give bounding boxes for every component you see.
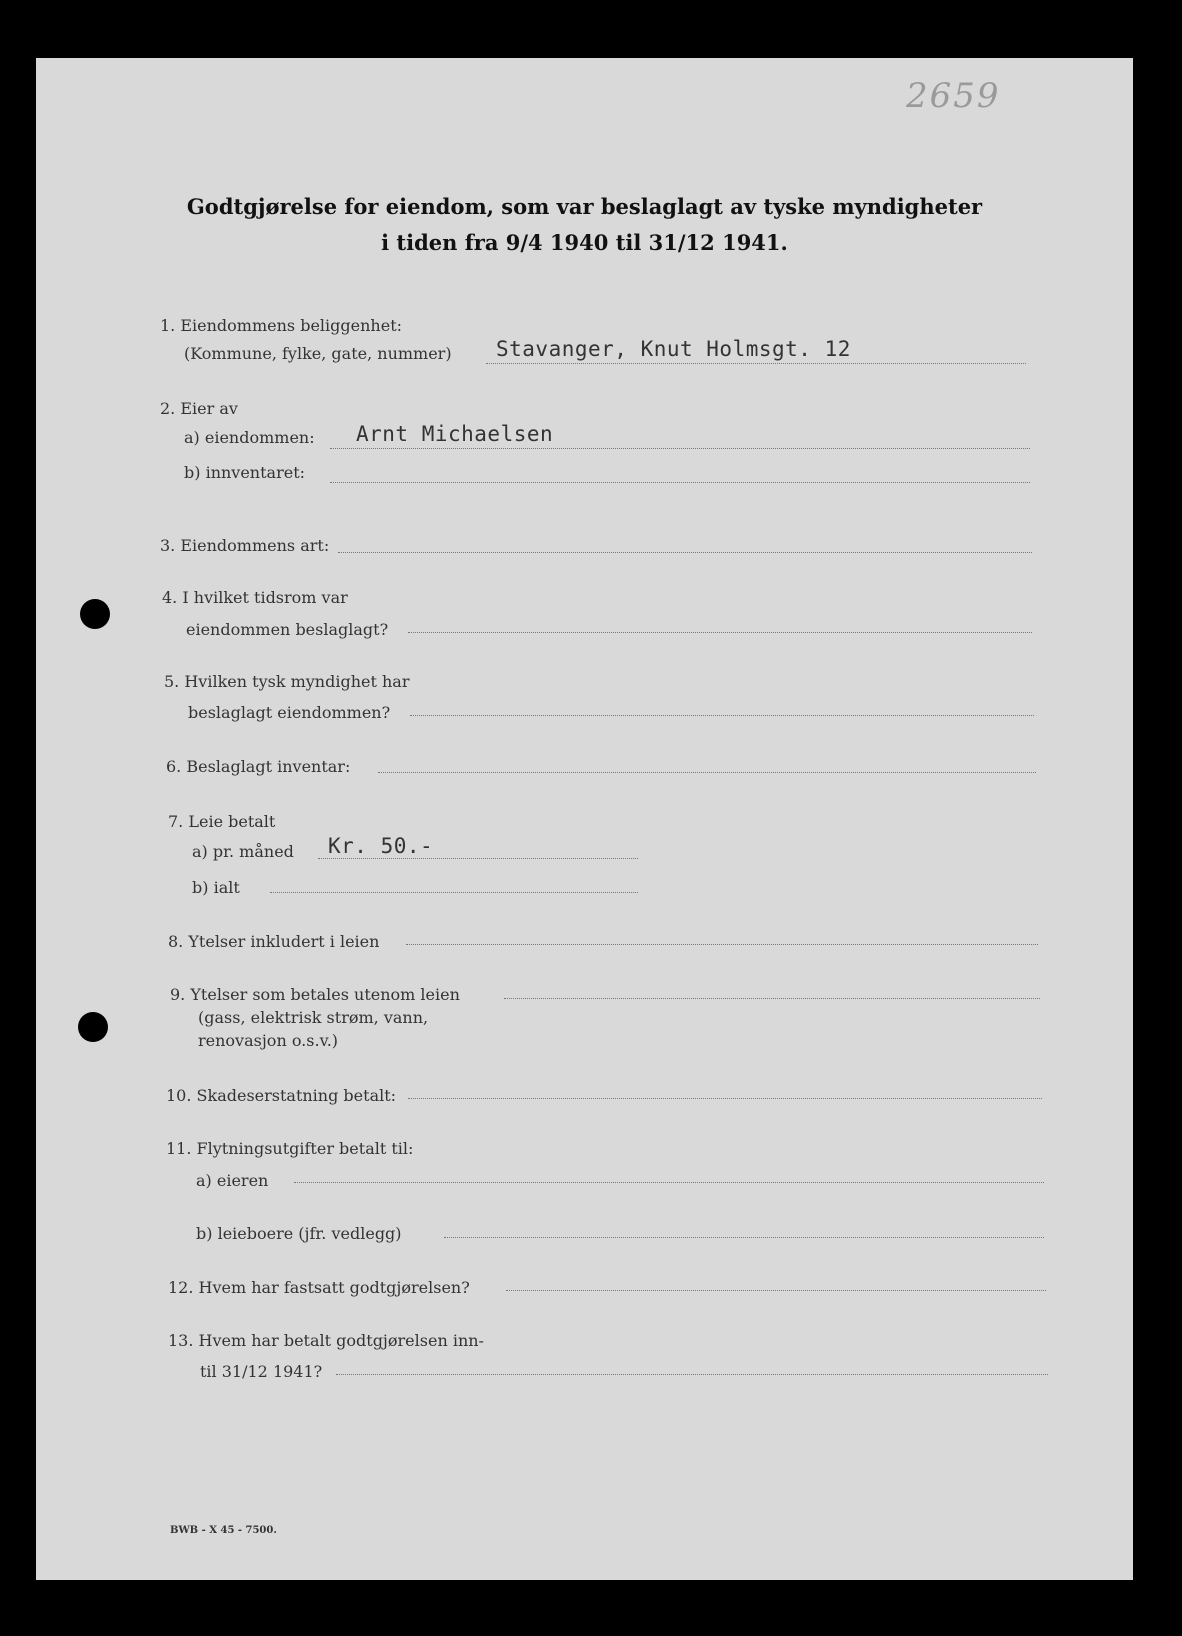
q2b-answer-line xyxy=(330,482,1030,483)
q2a-answer: Arnt Michaelsen xyxy=(356,422,554,446)
q3-label: 3. Eiendommens art: xyxy=(160,536,330,555)
q6-answer-line xyxy=(378,772,1036,773)
q4-sublabel: eiendommen beslaglagt? xyxy=(186,620,389,639)
q2b-label: b) innventaret: xyxy=(184,463,306,482)
q12-answer-line xyxy=(506,1290,1046,1291)
q2-label: 2. Eier av xyxy=(160,399,238,418)
q10-answer-line xyxy=(408,1098,1042,1099)
q9-answer-line xyxy=(504,998,1040,999)
q1-answer: Stavanger, Knut Holmsgt. 12 xyxy=(496,337,851,361)
q11-label: 11. Flytningsutgifter betalt til: xyxy=(166,1139,414,1158)
q2a-answer-line xyxy=(330,448,1030,449)
q6-label: 6. Beslaglagt inventar: xyxy=(166,757,351,776)
q7a-answer-line xyxy=(318,858,638,859)
q11b-answer-line xyxy=(444,1237,1044,1238)
q9-sublabel2: renovasjon o.s.v.) xyxy=(198,1031,339,1050)
form-footer-code: BWB - X 45 - 7500. xyxy=(170,1525,277,1536)
q13-sublabel: til 31/12 1941? xyxy=(200,1362,323,1381)
q4-label: 4. I hvilket tidsrom var xyxy=(162,588,348,607)
q1-sublabel: (Kommune, fylke, gate, nummer) xyxy=(184,344,452,363)
q7b-label: b) ialt xyxy=(192,878,240,897)
q13-answer-line xyxy=(336,1374,1048,1375)
punch-hole-bottom xyxy=(78,1012,108,1042)
q7-label: 7. Leie betalt xyxy=(168,812,276,831)
q8-label: 8. Ytelser inkludert i leien xyxy=(168,932,380,951)
q7b-answer-line xyxy=(270,892,638,893)
handwritten-number: 2659 xyxy=(906,76,1001,116)
q8-answer-line xyxy=(406,944,1038,945)
q1-label: 1. Eiendommens beliggenhet: xyxy=(160,316,403,335)
form-title-line1: Godtgjørelse for eiendom, som var beslaglagt av tyske myndigheter xyxy=(186,194,983,219)
q12-label: 12. Hvem har fastsatt godtgjørelsen? xyxy=(168,1278,470,1297)
punch-hole-top xyxy=(80,599,110,629)
q3-answer-line xyxy=(338,552,1032,553)
q11b-label: b) leieboere (jfr. vedlegg) xyxy=(196,1224,402,1243)
q5-sublabel: beslaglagt eiendommen? xyxy=(188,703,391,722)
q7a-answer: Kr. 50.- xyxy=(328,834,434,858)
q9-sublabel1: (gass, elektrisk strøm, vann, xyxy=(198,1008,429,1027)
q5-label: 5. Hvilken tysk myndighet har xyxy=(164,672,410,691)
q13-label: 13. Hvem har betalt godtgjørelsen inn- xyxy=(168,1331,484,1350)
form-title-line2: i tiden fra 9/4 1940 til 31/12 1941. xyxy=(381,230,788,255)
q11a-label: a) eieren xyxy=(196,1171,269,1190)
q5-answer-line xyxy=(410,715,1034,716)
form-sheet xyxy=(36,58,1133,1580)
q4-answer-line xyxy=(408,632,1032,633)
q11a-answer-line xyxy=(294,1182,1044,1183)
q1-answer-line xyxy=(486,363,1026,364)
q7a-label: a) pr. måned xyxy=(192,842,294,861)
q2a-label: a) eiendommen: xyxy=(184,428,315,447)
q9-label: 9. Ytelser som betales utenom leien xyxy=(170,985,460,1004)
q10-label: 10. Skadeserstatning betalt: xyxy=(166,1086,397,1105)
